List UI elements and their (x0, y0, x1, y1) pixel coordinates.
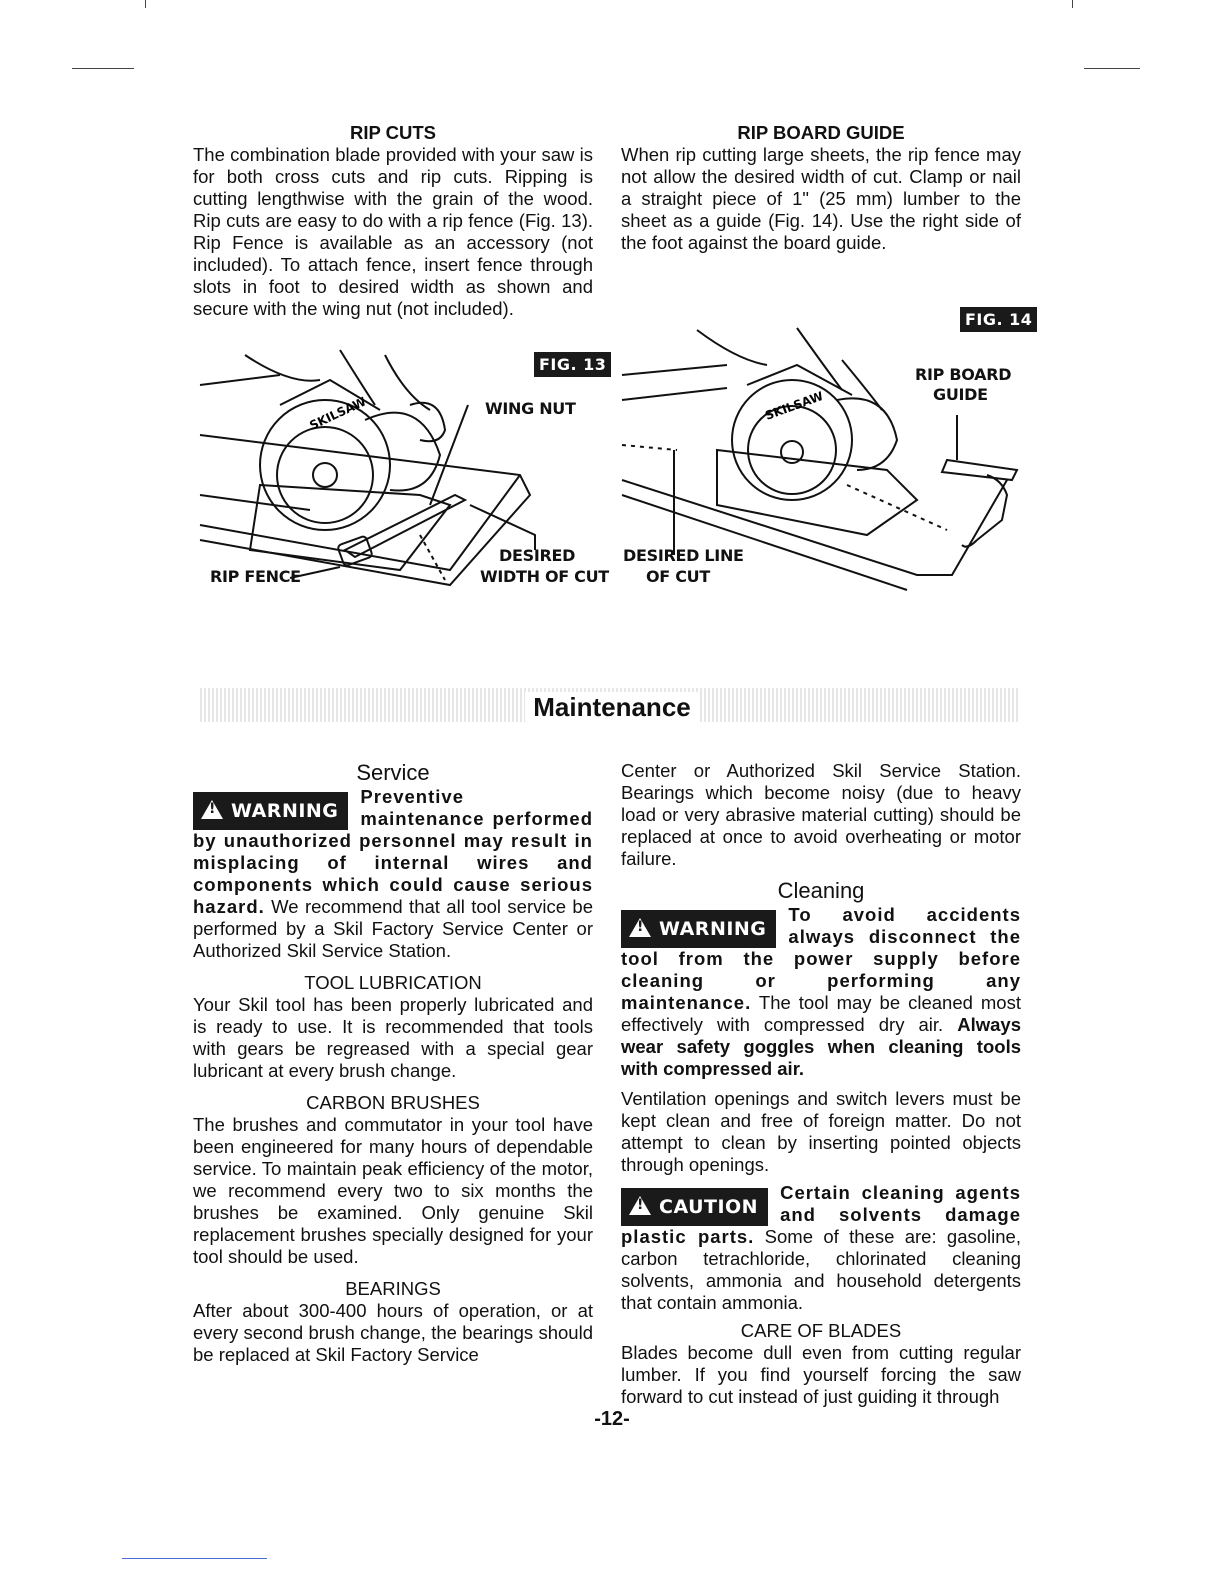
rip-cuts-heading: RIP CUTS (349, 122, 436, 143)
fig14-tag: FIG. 14 (960, 307, 1037, 332)
crop-mark (72, 68, 134, 69)
cleaning-heading: Cleaning (777, 878, 865, 903)
fig13-tag: FIG. 13 (534, 352, 611, 377)
bearings-body-continued: Center or Authorized Skil Service Station. Bearings which become noisy (due to heavy load or very abrasive material cutting) should be replaced at once to avoid overheating or motor failure. (621, 760, 1021, 869)
warning-badge (193, 792, 348, 830)
rip-board-guide-heading: RIP BOARD GUIDE (737, 122, 905, 143)
tool-lubrication-heading: TOOL LUBRICATION (304, 972, 482, 993)
care-of-blades-heading: CARE OF BLADES (740, 1320, 902, 1341)
page-number: -12- (594, 1408, 630, 1430)
rip-board-guide-section (621, 122, 1021, 254)
caution-rest: Some of these are: gasoline, carbon tetrachloride, chlorinated cleaning solvents, ammonia and household detergents that contain ammonia. (621, 1226, 1021, 1313)
service-column (193, 760, 593, 1366)
warning-triangle-icon (201, 800, 223, 819)
fig14-brand: SKILSAW (763, 388, 826, 423)
maintenance-heading (0, 692, 1224, 723)
fig13-wing-nut-label: WING NUT (485, 399, 576, 418)
service-warning-rest: We recommend that all tool service be performed by a Skil Factory Service Center or Authorized Skil Service Station. (193, 896, 593, 961)
caution-bold: Certain cleaning agents and solvents damage plastic parts. (621, 1182, 1021, 1247)
ventilation-body: Ventilation openings and switch levers must be kept clean and free of foreign matter. Do not attempt to clean by inserting pointed objects through openings. (621, 1088, 1021, 1175)
tool-lubrication-body: Your Skil tool has been properly lubricated and is ready to use. It is recommended that tools with gears be regreased with a special gear lubricant at every brush change. (193, 994, 593, 1081)
cleaning-goggles-bold: Always wear safety goggles when cleaning tools with compressed air. (621, 1014, 1021, 1079)
care-of-blades-body: Blades become dull even from cutting regular lumber. If you find yourself forcing the saw forward to cut instead of just guiding it through (621, 1342, 1021, 1407)
caution-triangle-icon (629, 1196, 651, 1215)
cleaning-warning-bold: To avoid accidents always disconnect the tool from the power supply before cleaning or performing any maintenance. (621, 904, 1021, 1013)
rip-cuts-body: The combination blade provided with your saw is for both cross cuts and rip cuts. Ripping is cutting lengthwise with the grain of the wood. Rip cuts are easy to do with a rip fence (Fig. 13). Rip Fence is available as an accessory (not included). To attach fence, insert fence through slots in foot to desired width as shown and secure with the wing nut (not included). (193, 144, 593, 319)
cleaning-warning-rest: The tool may be cleaned most effectively with compressed dry air. (621, 992, 1021, 1035)
service-heading: Service (356, 760, 430, 785)
fig13-width-of-cut-label: WIDTH OF CUT (480, 567, 609, 586)
fig14-rip-board-label: RIP BOARD (915, 365, 1012, 384)
rip-board-guide-body: When rip cutting large sheets, the rip fence may not allow the desired width of cut. Clamp or nail a straight piece of 1" (25 mm) lumber to the sheet as a guide (Fig. 14). Use the right side of the foot against the board guide. (621, 144, 1021, 253)
crop-mark (145, 0, 146, 8)
carbon-brushes-heading: CARBON BRUSHES (306, 1092, 480, 1113)
cleaning-warning (621, 904, 1021, 1080)
warning-badge-text: WARNING (659, 918, 767, 940)
caution-badge (621, 1188, 768, 1226)
warning-badge-text: WARNING (231, 800, 339, 822)
service-warning (193, 786, 593, 962)
fig14-desired-line-label: DESIRED LINE (623, 546, 744, 565)
cleaning-column (621, 760, 1021, 1408)
bearings-heading: BEARINGS (345, 1278, 441, 1299)
service-warning-bold: Preventive maintenance performed by unauthorized personnel may result in misplacing of internal wires and components which could cause serious hazard. (193, 786, 593, 917)
fig13-desired-label: DESIRED (499, 546, 576, 565)
rip-cuts-section (193, 122, 593, 320)
crop-mark (122, 1558, 267, 1559)
bearings-body: After about 300-400 hours of operation, or at every second brush change, the bearings should be replaced at Skil Factory Service (193, 1300, 593, 1365)
fig14-of-cut-label: OF CUT (646, 567, 710, 586)
caution-paragraph (621, 1182, 1021, 1314)
fig13-brand: SKILSAW (307, 394, 369, 433)
crop-mark (1084, 68, 1140, 69)
warning-badge (621, 910, 776, 948)
caution-badge-text: CAUTION (659, 1196, 759, 1218)
warning-triangle-icon (629, 918, 651, 937)
crop-mark (1072, 0, 1073, 8)
maintenance-heading-text: Maintenance (525, 692, 699, 722)
carbon-brushes-body: The brushes and commutator in your tool have been engineered for many hours of dependable service. To maintain peak efficiency of the motor, we recommend every two to six months the brushes be examined. Only genuine Skil replacement brushes specially designed for your tool should be used. (193, 1114, 593, 1267)
fig13-rip-fence-label: RIP FENCE (210, 567, 301, 586)
fig14-guide-label: GUIDE (933, 385, 988, 404)
